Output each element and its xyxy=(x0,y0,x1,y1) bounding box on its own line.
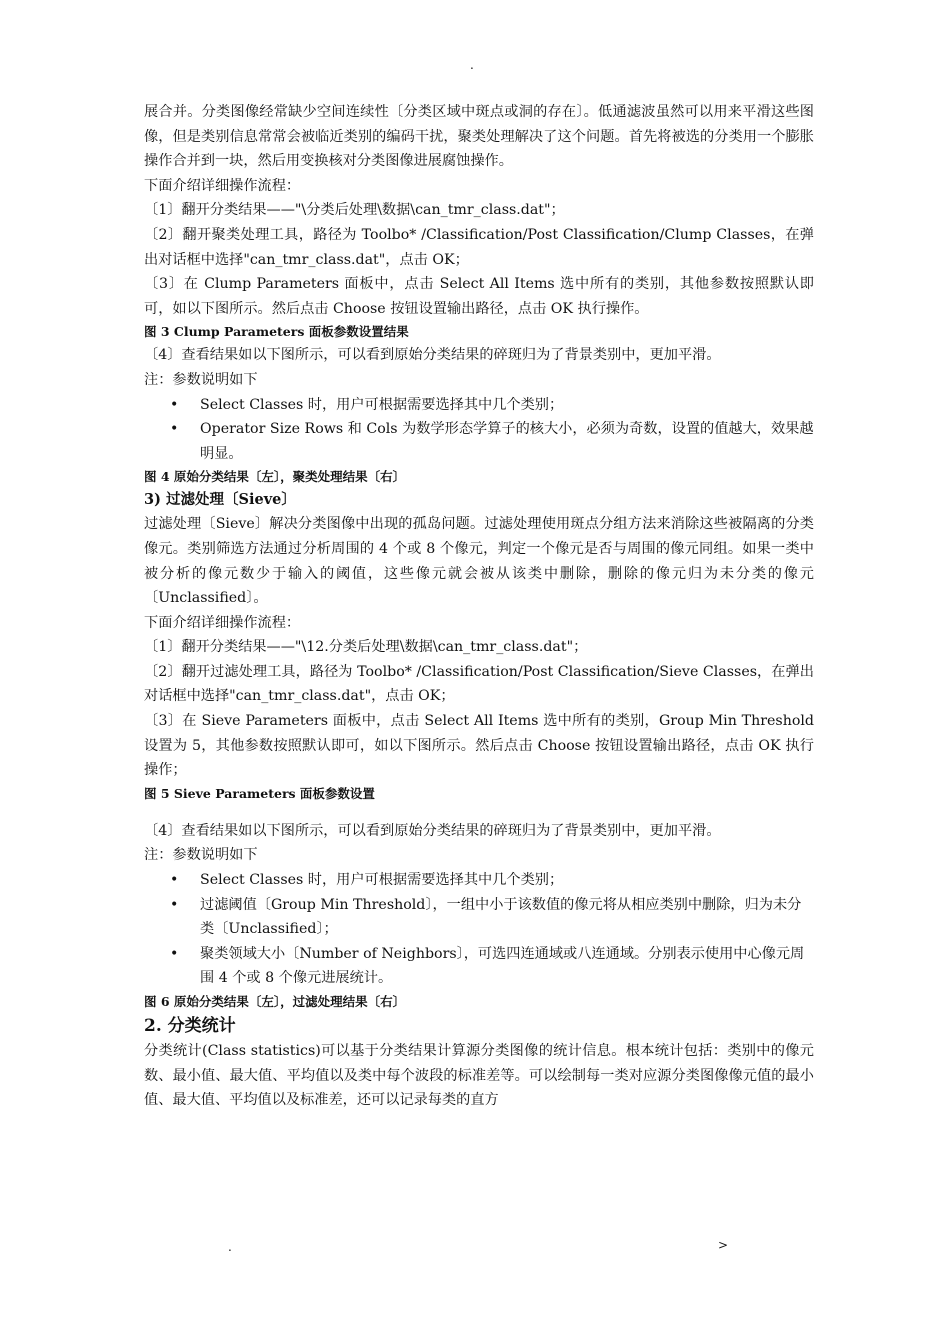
parameter-list xyxy=(144,393,814,467)
paragraph: 展合并。分类图像经常缺少空间连续性〔分类区域中斑点或洞的存在〕。低通滤波虽然可以用来平滑这些图像，但是类别信息常常会被临近类别的编码干扰，聚类处理解决了这个问题。首先将被选的分类用一个膨胀操作合并到一块，然后用变换核对分类图像进展腐蚀操作。 xyxy=(144,104,814,170)
step-item: 〔3〕在 Clump Parameters 面板中，点击 Select All Items 选中所有的类别，其他参数按照默认即可，如以下图所示。然后点击 Choose 按钮设置输出路径，点击 OK 执行操作。 xyxy=(144,276,814,317)
step-item: 〔4〕查看结果如以下图所示，可以看到原始分类结果的碎斑归为了背景类别中，更加平滑。 xyxy=(144,822,721,839)
figure-caption-4: 图 4 原始分类结果〔左〕，聚类处理结果〔右〕 xyxy=(144,469,406,485)
paragraph: 过滤处理〔Sieve〕解决分类图像中出现的孤岛问题。过滤处理使用斑点分组方法来消除这些被隔离的分类像元。类别筛选方法通过分析周围的 4 个或 8 个像元，判定一个像元是否与周围的像元同组。如果一类中被分析的像元数少于输入的阈值，这些像元就会被从该类中删除，删除的像元归为未分类的像元〔Unclassified〕。 xyxy=(144,516,814,607)
section-heading: 2. 分类统计 xyxy=(144,1016,236,1036)
figure-caption-5: 图 5 Sieve Parameters 面板参数设置 xyxy=(144,785,375,801)
document-body xyxy=(144,100,814,1113)
note-label: 注：参数说明如下 xyxy=(144,847,258,864)
list-item: • Select Classes 时，用户可根据需要选择其中几个类别； xyxy=(144,393,814,418)
footer-dot: . xyxy=(228,1240,232,1254)
list-item: • Select Classes 时，用户可根据需要选择其中几个类别； xyxy=(144,868,814,893)
paragraph: 分类统计(Class statistics)可以基于分类结果计算源分类图像的统计信息。根本统计包括：类别中的像元数、最小值、最大值、平均值以及类中每个波段的标准差等。可以绘制每一类对应源分类图像像元值的最小值、最大值、平均值以及标准差，还可以记录每类的直方 xyxy=(144,1043,814,1109)
figure-caption-3: 图 3 Clump Parameters 面板参数设置结果 xyxy=(144,324,409,340)
footer-mark: > xyxy=(718,1238,729,1252)
parameter-list xyxy=(144,868,814,991)
paragraph: 下面介绍详细操作流程： xyxy=(144,177,301,194)
note-label: 注：参数说明如下 xyxy=(144,371,258,388)
list-item: • Operator Size Rows 和 Cols 为数学形态学算子的核大小，必须为奇数，设置的值越大，效果越明显。 xyxy=(144,417,814,466)
step-item: 〔4〕查看结果如以下图所示，可以看到原始分类结果的碎斑归为了背景类别中，更加平滑。 xyxy=(144,347,721,364)
header-dot: . xyxy=(470,58,474,72)
list-item: • 过滤阈值〔Group Min Threshold〕，一组中小于该数值的像元将从相应类别中删除，归为未分类〔Unclassified〕； xyxy=(144,893,814,942)
step-item: 〔2〕翻开过滤处理工具，路径为 Toolbo* /Classification/Post Classification/Sieve Classes，在弹出对话框中选择"can_tmr_class.dat"，点击 OK； xyxy=(144,663,814,705)
step-item: 〔1〕翻开分类结果——"\12.分类后处理\数据\can_tmr_class.dat"； xyxy=(144,639,588,656)
step-item: 〔1〕翻开分类结果——"\分类后处理\数据\can_tmr_class.dat"； xyxy=(144,202,565,219)
list-item: • 聚类领域大小〔Number of Neighbors〕，可选四连通域或八连通域。分别表示使用中心像元周围 4 个或 8 个像元进展统计。 xyxy=(144,942,814,991)
paragraph: 下面介绍详细操作流程： xyxy=(144,614,301,631)
step-item: 〔2〕翻开聚类处理工具，路径为 Toolbo* /Classification/Post Classification/Clump Classes，在弹出对话框中选择"can_tmr_class.dat"，点击 OK； xyxy=(144,226,814,268)
figure-caption-6: 图 6 原始分类结果〔左〕，过滤处理结果〔右〕 xyxy=(144,994,406,1009)
section-subheading: 3) 过滤处理〔Sieve〕 xyxy=(144,491,296,509)
step-item: 〔3〕在 Sieve Parameters 面板中，点击 Select All Items 选中所有的类别，Group Min Threshold 设置为 5，其他参数按照默认即可，如以下图所示。然后点击 Choose 按钮设置输出路径，点击 OK 执行操作； xyxy=(144,713,814,779)
